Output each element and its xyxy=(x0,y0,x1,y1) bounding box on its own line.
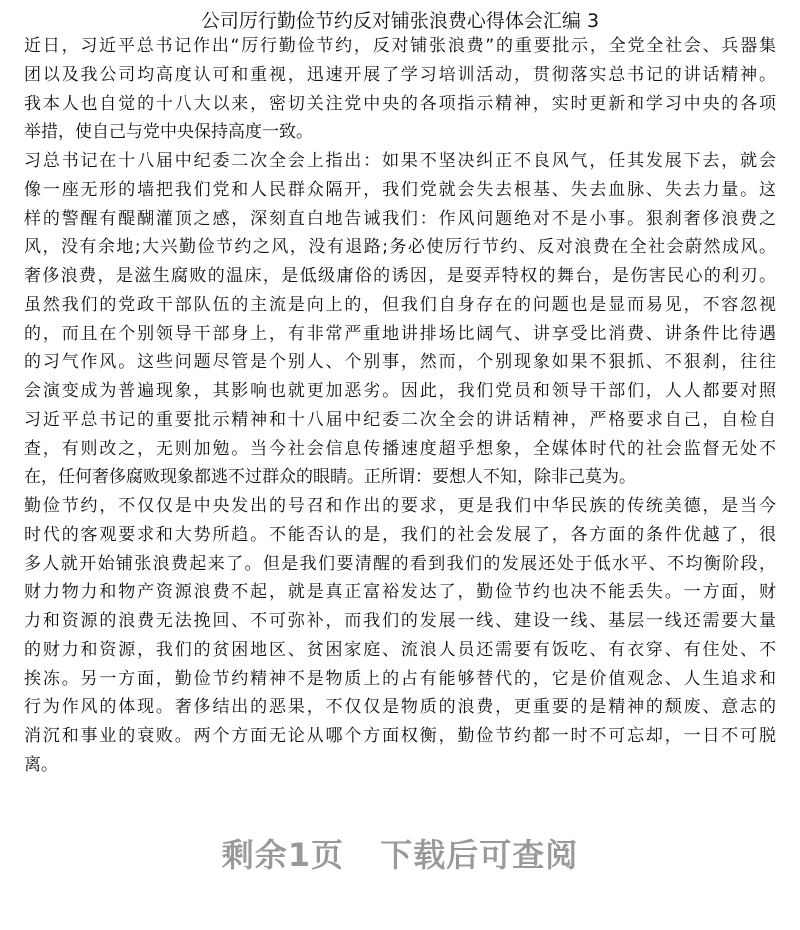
text-line: 举措，使自己与党中央保持高度一致。 xyxy=(24,122,313,143)
document-body xyxy=(24,32,776,780)
text-line: 样的警醒有醍醐灌顶之感，深刻直白地告诫我们：作风问题绝对不是小事。狠刹奢侈浪费之 xyxy=(24,208,776,229)
text-line: 离。 xyxy=(24,754,58,775)
text-line: 行为作风的体现。奢侈结出的恶果，不仅仅是物质的浪费，更重要的是精神的颓废、意志的 xyxy=(24,697,776,718)
text-line: 查，有则改之，无则加勉。当今社会信息传播速度超乎想象，全媒体时代的社会监督无处不 xyxy=(24,438,776,459)
text-line: 的习气作风。这些问题尽管是个别人、个别事，然而，个别现象如果不狠抓、不狠刹，往往 xyxy=(24,352,776,373)
download-hint-label: 下载后可查阅 xyxy=(380,836,579,874)
text-line: 团以及我公司均高度认可和重视，迅速开展了学习培训活动，贯彻落实总书记的讲话精神。 xyxy=(24,64,776,85)
text-line: 时代的客观要求和大势所趋。不能否认的是，我们的社会发展了，各方面的条件优越了，很 xyxy=(24,524,776,545)
text-line: 多人就开始铺张浪费起来了。但是我们要清醒的看到我们的发展还处于低水平、不均衡阶段， xyxy=(24,553,776,574)
text-line: 近日，习近平总书记作出“厉行勤俭节约，反对铺张浪费”的重要批示，全党全社会、兵器集 xyxy=(24,36,776,56)
text-line: 会演变成为普遍现象，其影响也就更加恶劣。因此，我们党员和领导干部们，人人都要对照 xyxy=(24,381,776,401)
text-line: 的，而且在个别领导干部身上，有非常严重地讲排场比阔气、讲享受比消费、讲条件比待遇 xyxy=(24,323,776,344)
text-line: 奢侈浪费，是滋生腐败的温床，是低级庸俗的诱因，是耍弄特权的舞台，是伤害民心的利刃。 xyxy=(24,266,776,286)
text-line: 的财力和资源，我们的贫困地区、贫困家庭、流浪人员还需要有饭吃、有衣穿、有住处、不 xyxy=(24,639,776,660)
text-line: 挨冻。另一方面，勤俭节约精神不是物质上的占有能够替代的，它是价值观念、人生追求和 xyxy=(24,668,776,689)
text-line: 勤俭节约，不仅仅是中央发出的号召和作出的要求，更是我们中华民族的传统美德，是当今 xyxy=(24,496,776,516)
text-line: 习总书记在十八届中纪委二次全会上指出：如果不坚决纠正不良风气，任其发展下去，就会 xyxy=(24,151,776,171)
text-line: 消沉和事业的衰败。两个方面无论从哪个方面权衡，勤俭节约都一时不可忘却，一日不可脱 xyxy=(24,726,776,746)
text-line: 我本人也自觉的十八大以来，密切关注党中央的各项指示精神，实时更新和学习中央的各项 xyxy=(24,93,776,114)
document-title: 公司厉行勤俭节约反对铺张浪费心得体会汇编 3 xyxy=(200,10,600,32)
download-prompt[interactable] xyxy=(0,830,800,876)
text-line: 财力物力和物产资源浪费不起，就是真正富裕发达了，勤俭节约也决不能丢失。一方面，财 xyxy=(24,582,776,603)
text-line: 风，没有余地;大兴勤俭节约之风，没有退路;务必使厉行节约、反对浪费在全社会蔚然成风。 xyxy=(24,237,776,258)
text-line: 力和资源的浪费无法挽回、不可弥补，而我们的发展一线、建设一线、基层一线还需要大量 xyxy=(24,611,776,631)
text-line: 虽然我们的党政干部队伍的主流是向上的，但我们自身存在的问题也是显而易见，不容忽视 xyxy=(24,294,776,315)
remaining-pages-label: 剩余1页 xyxy=(221,836,345,874)
text-line: 像一座无形的墙把我们党和人民群众隔开，我们党就会失去根基、失去血脉、失去力量。这 xyxy=(24,179,776,200)
text-line: 在，任何奢侈腐败现象都逃不过群众的眼睛。正所谓：要想人不知，除非己莫为。 xyxy=(24,467,636,488)
text-line: 习近平总书记的重要批示精神和十八届中纪委二次全会的讲话精神，严格要求自己，自检自 xyxy=(24,409,776,430)
